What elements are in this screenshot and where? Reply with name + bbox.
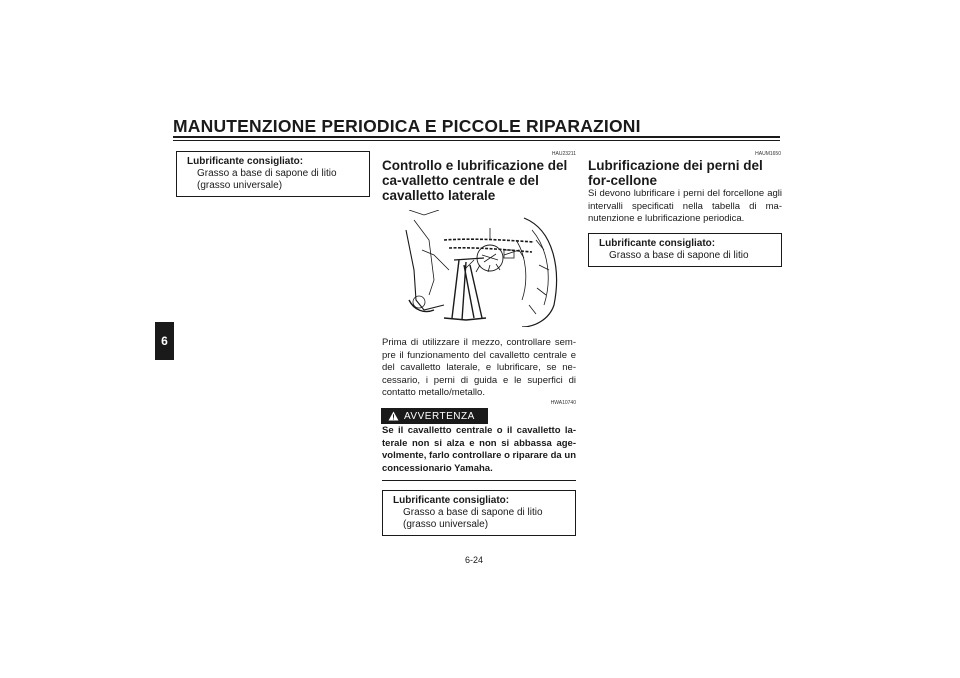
section-title: Controllo e lubrificazione del ca-valletto centrale e del cavalletto laterale: [382, 158, 568, 203]
section-title: Lubrificazione dei perni del for-cellone: [588, 158, 763, 188]
warning-label-text: AVVERTENZA: [404, 410, 475, 422]
warning-code: HWA10740: [550, 400, 576, 406]
lubricant-value: Grasso a base di sapone di litio: [609, 250, 749, 261]
lubricant-box: [176, 151, 370, 197]
warning-rule: [382, 480, 576, 481]
lubricant-value: (grasso universale): [403, 519, 489, 530]
section-body: Si devono lubrificare i perni del forcellone agli intervalli specificati nella tabella di ma-nutenzione e lubrificazione periodica.: [588, 188, 782, 224]
section-body: Prima di utilizzare il mezzo, controllare sem-pre il funzionamento del cavalletto centrale e del cavalletto laterale, e lubrificare, se ne-cessario, i perni di guida e le superfici di contatto metallo/metallo.: [382, 337, 576, 398]
stand-illustration: [404, 210, 561, 327]
lubricant-value: Grasso a base di sapone di litio: [197, 168, 337, 179]
warning-triangle-icon: [388, 411, 399, 421]
lubricant-box: [382, 490, 576, 536]
warning-label: [381, 408, 488, 424]
page-header-title: MANUTENZIONE PERIODICA E PICCOLE RIPARAZIONI: [173, 116, 641, 136]
lubricant-value: (grasso universale): [197, 180, 283, 191]
lubricant-label: Lubrificante consigliato:: [599, 238, 716, 249]
lubricant-label: Lubrificante consigliato:: [393, 495, 510, 506]
chapter-tab: 6: [155, 322, 174, 360]
lubricant-value: Grasso a base di sapone di litio: [403, 507, 543, 518]
header-rule-thin: [173, 140, 780, 141]
section-code: HAU23211: [551, 151, 576, 157]
page-number: 6-24: [465, 555, 484, 565]
warning-text: Se il cavalletto centrale o il cavalletto la-terale non si alza e non si abbassa age-volmente, farlo controllare o riparare da un concessionario Yamaha.: [382, 425, 576, 474]
header-rule: [173, 136, 780, 138]
lubricant-box: [588, 233, 782, 267]
section-code: HAUM1650: [755, 151, 781, 157]
lubricant-label: Lubrificante consigliato:: [187, 156, 304, 167]
